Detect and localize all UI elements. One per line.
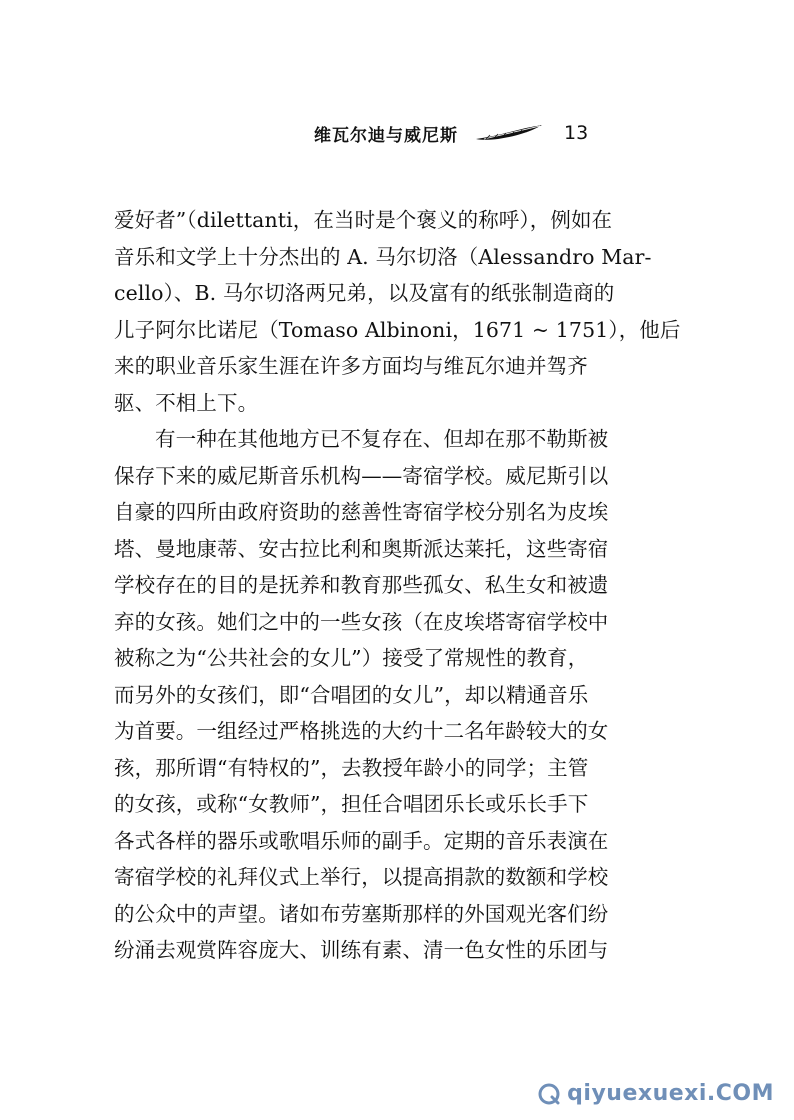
- text-line: 自豪的四所由政府资助的慈善性寄宿学校分别名为皮埃: [114, 500, 609, 524]
- text-line: 驱、不相上下。: [114, 390, 259, 415]
- watermark-text: qiyuexuexi.COM: [567, 1081, 774, 1106]
- quill-pen-icon: [474, 124, 544, 142]
- text-line: 被称之为“公共社会的女儿”）接受了常规性的教育，: [114, 646, 589, 670]
- text-line: 有一种在其他地方已不复存在、但却在那不勒斯被: [155, 427, 609, 451]
- body-text: [114, 202, 684, 969]
- text-line: 爱好者”（dilettanti，在当时是个褒义的称呼），例如在: [114, 208, 613, 232]
- text-line: 寄宿学校的礼拜仪式上举行，以提高捐款的数额和学校: [114, 865, 609, 889]
- text-line: 孩，那所谓“有特权的”，去教授年龄小的同学；主管: [114, 755, 589, 780]
- q-logo-icon: [538, 1083, 560, 1105]
- text-line: 弃的女孩。她们之中的一些女孩（在皮埃塔寄宿学校中: [114, 609, 609, 634]
- page-number: 13: [564, 122, 589, 144]
- text-line: 各式各样的器乐或歌唱乐师的副手。定期的音乐表演在: [114, 828, 609, 853]
- running-header: [314, 118, 588, 148]
- text-line: 为首要。一组经过严格挑选的大约十二名年龄较大的女: [114, 719, 609, 743]
- text-line: 的公众中的声望。诸如布劳塞斯那样的外国观光客们纷: [114, 901, 609, 926]
- text-line: 音乐和文学上十分杰出的 A. 马尔切洛（Alessandro Mar-: [114, 244, 652, 269]
- text-line: 学校存在的目的是抚养和教育那些孤女、私生女和被遗: [114, 573, 609, 597]
- text-line: cello）、B. 马尔切洛两兄弟，以及富有的纸张制造商的: [114, 281, 615, 305]
- text-line: 塔、曼地康蒂、安古拉比利和奥斯派达莱托，这些寄宿: [114, 536, 609, 561]
- running-title: 维瓦尔迪与威尼斯: [314, 125, 458, 146]
- watermark: [538, 1081, 774, 1106]
- text-line: 纷涌去观赏阵容庞大、训练有素、清一色女性的乐团与: [114, 938, 609, 962]
- text-line: 来的职业音乐家生涯在许多方面均与维瓦尔迪并驾齐: [114, 354, 588, 378]
- text-line: 的女孩，或称“女教师”，担任合唱团乐长或乐长手下: [114, 792, 589, 816]
- text-line: 而另外的女孩们，即“合唱团的女儿”，却以精通音乐: [114, 682, 589, 707]
- text-line: 保存下来的威尼斯音乐机构——寄宿学校。威尼斯引以: [114, 463, 609, 488]
- text-line: 儿子阿尔比诺尼（Tomaso Albinoni，1671 ~ 1751），他后: [114, 317, 681, 342]
